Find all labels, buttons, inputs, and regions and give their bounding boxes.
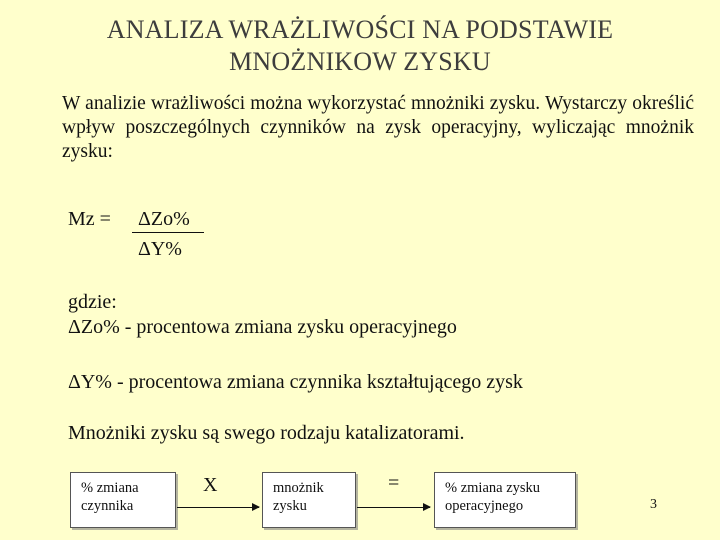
formula-lhs: Mz = bbox=[68, 208, 111, 230]
slide-title-line1: ANALIZA WRAŻLIWOŚCI NA PODSTAWIE bbox=[106, 15, 614, 44]
equals-symbol: = bbox=[388, 472, 400, 494]
intro-paragraph: W analizie wrażliwości można wykorzystać mnożniki zysku. Wystarczy określić wpływ poszczególnych czynników na zysk operacyjny, wyliczając mnożnik zysku: bbox=[62, 93, 694, 162]
factor-change-box bbox=[70, 472, 176, 528]
formula-numerator: ΔZo% bbox=[132, 206, 204, 233]
profit-change-box bbox=[434, 472, 576, 528]
factor-change-line1: % zmiana bbox=[81, 480, 139, 496]
profit-multiplier-line1: mnożnik bbox=[273, 480, 324, 496]
arrow-right-icon bbox=[357, 507, 430, 508]
formula-denominator: ΔY% bbox=[138, 238, 182, 260]
arrow-right-icon bbox=[177, 507, 259, 508]
factor-change-line2: czynnika bbox=[81, 498, 134, 514]
definition-delta-zo: ΔZo% - procentowa zmiana zysku operacyjnego bbox=[68, 316, 457, 338]
definition-delta-y: ΔY% - procentowa zmiana czynnika kształtującego zysk bbox=[68, 371, 523, 393]
slide-title-line2: MNOŻNIKOW ZYSKU bbox=[229, 47, 491, 76]
profit-multiplier-box bbox=[262, 472, 356, 528]
page-number: 3 bbox=[650, 497, 657, 512]
profit-change-line1: % zmiana zysku bbox=[445, 480, 541, 496]
where-label: gdzie: bbox=[68, 291, 117, 313]
slide-title bbox=[0, 14, 720, 78]
multiply-symbol: X bbox=[203, 474, 218, 496]
conclusion-text: Mnożniki zysku są swego rodzaju katalizatorami. bbox=[68, 422, 465, 444]
profit-multiplier-line2: zysku bbox=[273, 498, 307, 514]
profit-change-line2: operacyjnego bbox=[445, 498, 524, 514]
